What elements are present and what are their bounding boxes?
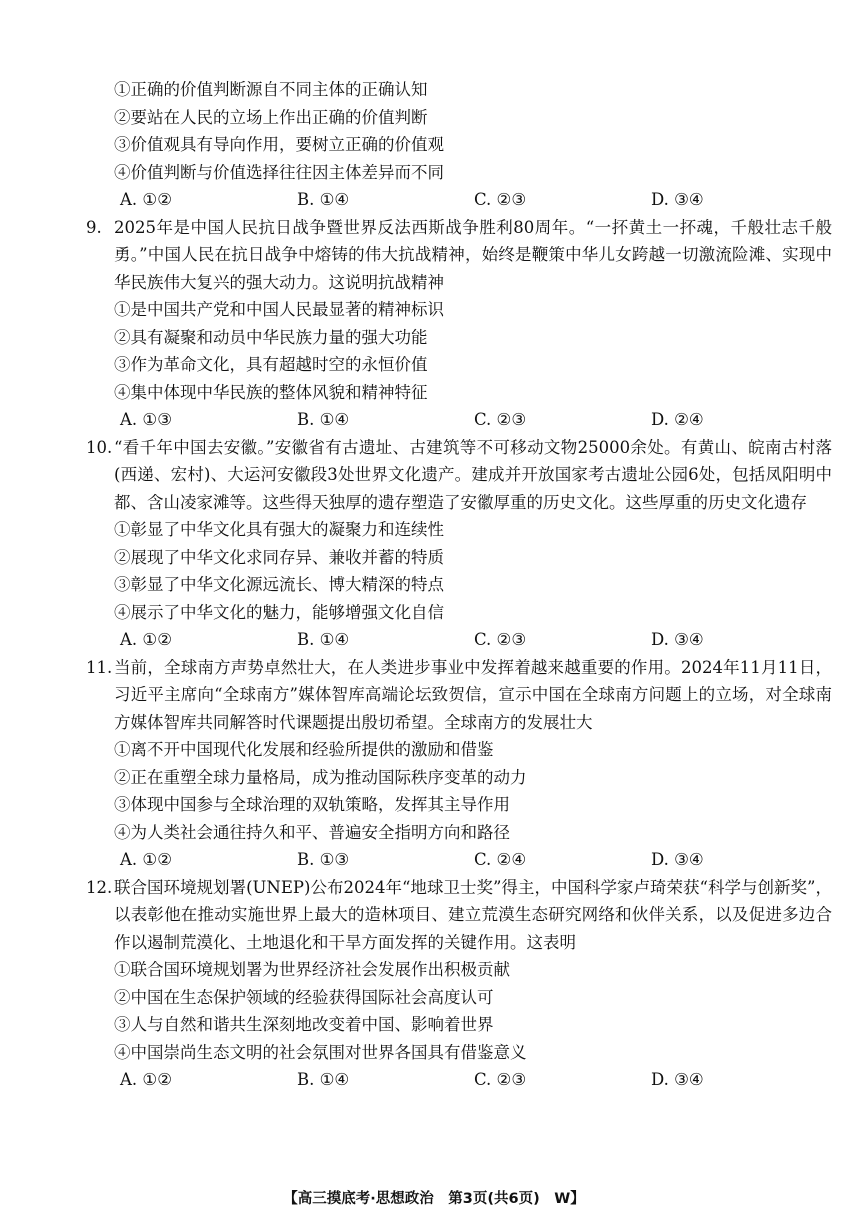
choice-d: D. ②④: [651, 410, 704, 429]
choice-b: B. ①④: [297, 190, 350, 209]
choice-b: B. ①③: [297, 850, 350, 869]
question-stem: [86, 874, 832, 957]
choice-a: A. ①②: [120, 1070, 172, 1089]
choice-c: C. ②③: [474, 190, 527, 209]
stem-text: 2025年是中国人民抗日战争暨世界反法西斯战争胜利80周年。“一抔黄土一抔魂，千般壮志千般勇。”中国人民在抗日战争中熔铸的伟大抗战精神，始终是鞭策中华儿女跨越一切激流险滩、实现中华民族伟大复兴的强大动力。这说明抗战精神: [114, 217, 832, 292]
question-11: [86, 654, 832, 874]
choice-c: C. ②③: [474, 1070, 527, 1089]
choice-a: A. ①③: [120, 410, 172, 429]
question-stem: [86, 654, 832, 737]
question-9: [86, 214, 832, 434]
choice-a: A. ①②: [120, 630, 172, 649]
answer-choices: [92, 626, 832, 654]
statement: ②中国在生态保护领域的经验获得国际社会高度认可: [114, 987, 494, 1007]
question-10: [86, 434, 832, 654]
statement: ①是中国共产党和中国人民最显著的精神标识: [114, 300, 444, 319]
answer-choices: [92, 1066, 832, 1094]
question-stem: [86, 434, 832, 517]
choice-d: D. ③④: [651, 850, 704, 869]
statement: ②展现了中华文化求同存异、兼收并蓄的特质: [114, 547, 444, 567]
statement: ③人与自然和谐共生深刻地改变着中国、影响着世界: [114, 1015, 494, 1034]
choice-c: C. ②③: [474, 630, 527, 649]
statement: ①彰显了中华文化具有强大的凝聚力和连续性: [114, 520, 444, 539]
statement: ①联合国环境规划署为世界经济社会发展作出积极贡献: [114, 960, 510, 979]
choice-d: D. ③④: [651, 190, 704, 209]
statement: ③作为革命文化，具有超越时空的永恒价值: [114, 355, 428, 374]
stem-text: “看千年中国去安徽。”安徽省有古遗址、古建筑等不可移动文物25000余处。有黄山、皖南古村落(西递、宏村)、大运河安徽段3处世界文化遗产。建成并开放国家考古遗址公园6处，包括凤阳明中都、含山凌家滩等。这些得天独厚的遗存塑造了安徽厚重的历史文化。这些厚重的历史文化遗存: [114, 437, 832, 512]
statement: ④价值判断与价值选择往往因主体差异而不同: [114, 162, 444, 182]
question-number: 10.: [86, 437, 113, 457]
choice-a: A. ①②: [120, 850, 172, 869]
statement: ③价值观具有导向作用，要树立正确的价值观: [114, 135, 444, 154]
choice-b: B. ①④: [297, 630, 350, 649]
statement: ④集中体现中华民族的整体风貌和精神特征: [114, 382, 428, 402]
page-footer: 【高三摸底考·思想政治 第3页(共6页) W】: [283, 1191, 585, 1207]
statement: ④中国崇尚生态文明的社会氛围对世界各国具有借鉴意义: [114, 1042, 527, 1062]
question-content: [86, 76, 832, 1094]
statement: ④展示了中华文化的魅力，能够增强文化自信: [114, 602, 444, 622]
choice-c: C. ②③: [474, 410, 527, 429]
statement: ②具有凝聚和动员中华民族力量的强大功能: [114, 327, 428, 347]
statement: ①离不开中国现代化发展和经验所提供的激励和借鉴: [114, 740, 494, 759]
answer-choices: [92, 846, 832, 874]
answer-choices: [92, 186, 832, 214]
question-8-remainder: [92, 76, 832, 214]
statement: ②要站在人民的立场上作出正确的价值判断: [114, 107, 428, 127]
stem-text: 联合国环境规划署(UNEP)公布2024年“地球卫士奖”得主，中国科学家卢琦荣获“科学与创新奖”，以表彰他在推动实施世界上最大的造林项目、建立荒漠生态研究网络和伙伴关系，以及促进多边合作以遏制荒漠化、土地退化和干旱方面发挥的关键作用。这表明: [114, 877, 832, 952]
answer-choices: [92, 406, 832, 434]
question-number: 11.: [86, 657, 113, 677]
question-stem: [86, 214, 832, 297]
choice-d: D. ③④: [651, 630, 704, 649]
statement: ③彰显了中华文化源远流长、博大精深的特点: [114, 575, 444, 594]
question-number: 12.: [86, 877, 113, 897]
stem-text: 当前，全球南方声势卓然壮大，在人类进步事业中发挥着越来越重要的作用。2024年11月11日，习近平主席向“全球南方”媒体智库高端论坛致贺信，宣示中国在全球南方问题上的立场，对全球南方媒体智库共同解答时代课题提出殷切希望。全球南方的发展壮大: [114, 657, 832, 732]
question-12: [86, 874, 832, 1094]
statement: ①正确的价值判断源自不同主体的正确认知: [114, 80, 428, 99]
choice-a: A. ①②: [120, 190, 172, 209]
choice-b: B. ①④: [297, 1070, 350, 1089]
choice-b: B. ①④: [297, 410, 350, 429]
statement: ④为人类社会通往持久和平、普遍安全指明方向和路径: [114, 822, 510, 842]
choice-d: D. ③④: [651, 1070, 704, 1089]
choice-c: C. ②④: [474, 850, 527, 869]
statement: ③体现中国参与全球治理的双轨策略，发挥其主导作用: [114, 795, 510, 814]
question-number: 9.: [86, 217, 102, 237]
statement: ②正在重塑全球力量格局，成为推动国际秩序变革的动力: [114, 767, 527, 787]
